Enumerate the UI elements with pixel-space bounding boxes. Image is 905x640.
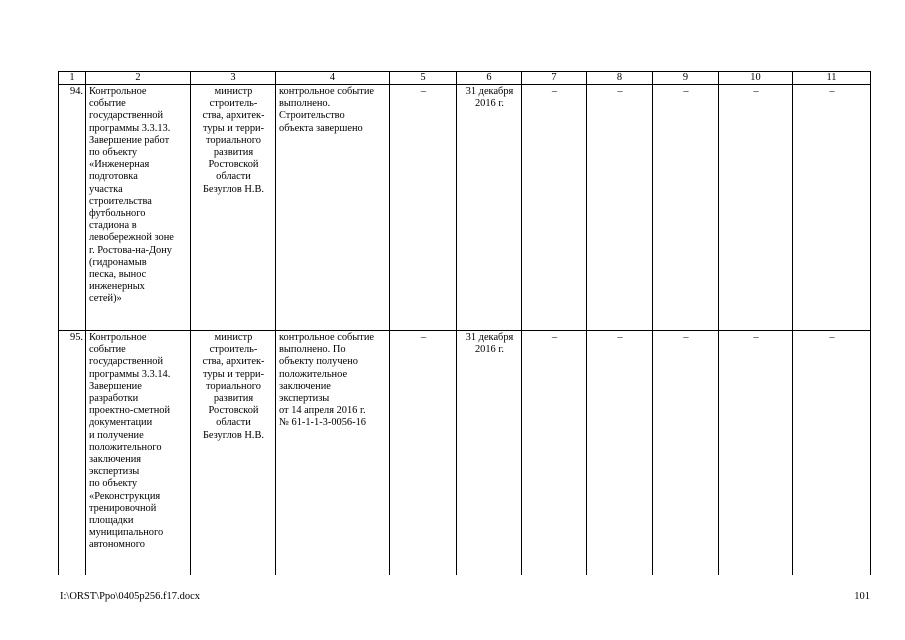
col9-cell: – (653, 85, 719, 331)
date-cell (457, 331, 522, 576)
date-text: 31 декабря 2016 г. (465, 86, 514, 110)
column-header: 11 (793, 72, 871, 85)
responsible-text: министр строитель- ства, архитек- туры и терри- ториального развития Ростовской области Безуглов Н.В. (202, 86, 265, 195)
col8-cell: – (587, 85, 653, 331)
event-cell (86, 85, 191, 331)
date-cell (457, 85, 522, 331)
page-number: 101 (854, 591, 870, 602)
col7-cell: – (522, 331, 587, 576)
column-header: 5 (390, 72, 457, 85)
column-header: 7 (522, 72, 587, 85)
col7-cell: – (522, 85, 587, 331)
event-text: Контрольное событие государственной программы 3.3.14. Завершение разработки проектно-сметной документации и получение положительного заключения экспертизы по объекту «Реконструкция тренировочной площадки муниципального автономного (89, 332, 171, 551)
date-text: 31 декабря 2016 г. (465, 332, 514, 356)
col8-cell: – (587, 331, 653, 576)
result-cell (276, 331, 390, 576)
column-header: 1 (59, 72, 86, 85)
event-text: Контрольное событие государственной программы 3.3.13. Завершение работ по объекту «Инженерная подготовка участка строительства футбольного стадиона в левобережной зоне г. Ростова-на-Дону (гидронамыв песка, вынос инженерных сетей)» (89, 86, 174, 305)
responsible-cell (191, 85, 276, 331)
result-text: контрольное событие выполнено. Строительство объекта завершено (279, 86, 375, 134)
column-header: 4 (276, 72, 390, 85)
col9-cell: – (653, 331, 719, 576)
events-table (58, 71, 871, 575)
col5-cell: – (390, 331, 457, 576)
col10-cell: – (719, 85, 793, 331)
result-cell (276, 85, 390, 331)
footer-file-path: I:\ORST\Ppo\0405p256.f17.docx (60, 591, 201, 602)
col11-cell: – (793, 85, 871, 331)
col11-cell: – (793, 331, 871, 576)
col5-cell: – (390, 85, 457, 331)
column-header: 8 (587, 72, 653, 85)
row-number: 95. (59, 331, 86, 576)
result-text: контрольное событие выполнено. По объекту получено положительное заключение экспертизы от 14 апреля 2016 г. № 61-1-1-3-0056-16 (279, 332, 375, 429)
event-cell (86, 331, 191, 576)
col10-cell: – (719, 331, 793, 576)
table-row (59, 85, 871, 331)
table-row (59, 331, 871, 576)
column-header: 10 (719, 72, 793, 85)
responsible-text: министр строитель- ства, архитек- туры и терри- ториального развития Ростовской области Безуглов Н.В. (202, 332, 265, 441)
responsible-cell (191, 331, 276, 576)
column-header: 2 (86, 72, 191, 85)
column-header: 6 (457, 72, 522, 85)
column-header: 9 (653, 72, 719, 85)
column-header: 3 (191, 72, 276, 85)
row-number: 94. (59, 85, 86, 331)
header-row (59, 72, 871, 85)
